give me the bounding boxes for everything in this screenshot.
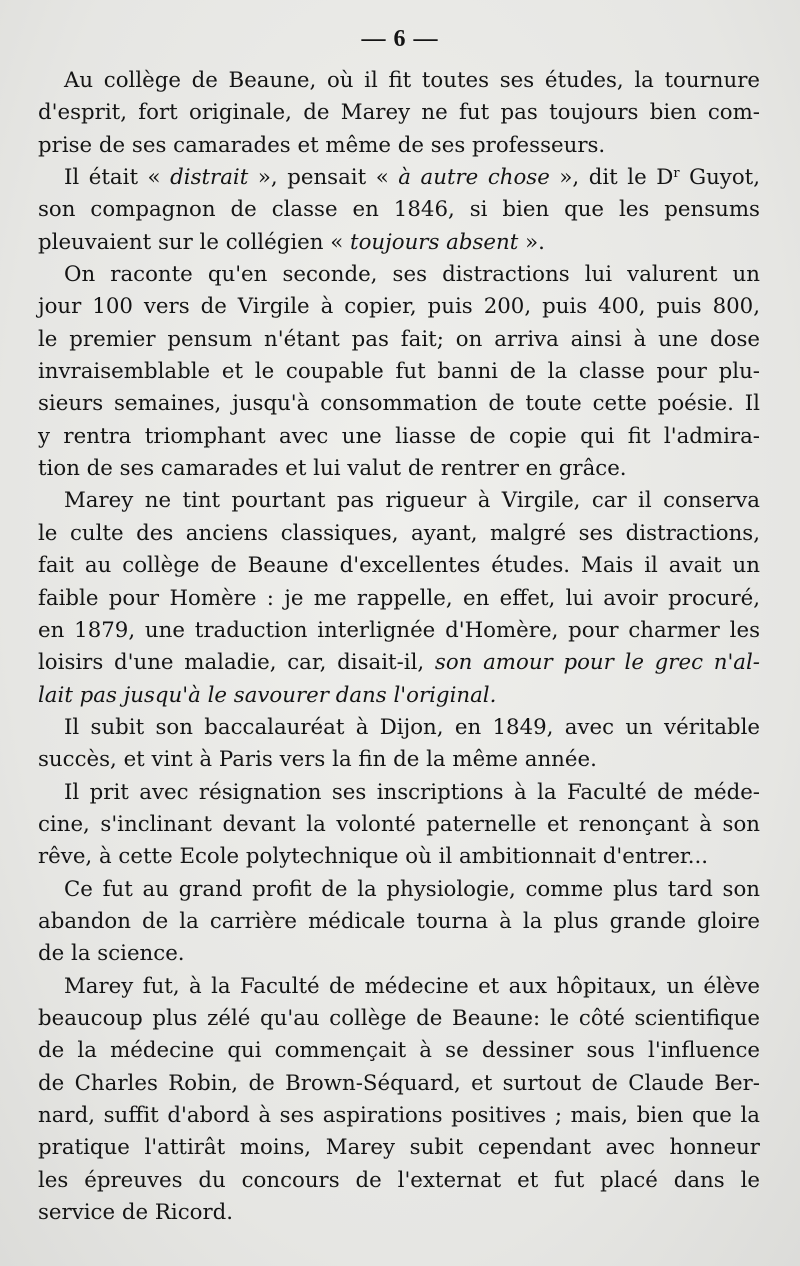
text-line: nard, suffit d'abord à ses aspirations positives ; mais, bien que la (38, 1103, 760, 1128)
text-line: Marey fut, à la Faculté de médecine et aux hôpitaux, un élève (64, 973, 760, 999)
italic-text: à autre chose (398, 165, 550, 191)
paragraph-3 (38, 259, 760, 485)
text-line: beaucoup plus zélé qu'au collège de Beaune: le côté scientifique (38, 1005, 760, 1031)
text-line (38, 227, 760, 259)
text-line: le culte des anciens classiques, ayant, malgré ses distractions, (38, 520, 760, 546)
paragraph-1 (38, 65, 760, 162)
text-fragment: pleuvaient sur le collégien « (38, 229, 351, 255)
paragraph-5 (38, 712, 760, 777)
text-fragment: Il était « (64, 165, 171, 191)
text-line: cine, s'inclinant devant la volonté paternelle et renonçant à son (38, 811, 760, 837)
page-number: — 6 — (361, 26, 439, 52)
text-line: en 1879, une traduction interlignée d'Homère, pour charmer les (38, 617, 760, 643)
text-fragment: Guyot, (679, 165, 760, 191)
superscript: r (673, 166, 680, 182)
text-line: son compagnon de classe en 1846, si bien que les pensums (38, 197, 760, 223)
text-fragment: », dit le D (549, 165, 674, 191)
text-line: rêve, à cette Ecole polytechnique où il ambitionnait d'entrer... (38, 844, 709, 870)
text-line: jour 100 vers de Virgile à copier, puis 200, puis 400, puis 800, (38, 294, 760, 320)
italic-text: lait pas jusqu'à le savourer dans l'original. (38, 682, 497, 708)
text-line: prise de ses camarades et même de ses professeurs. (38, 132, 606, 158)
text-line: de la science. (38, 941, 185, 967)
italic-text: toujours absent (350, 229, 519, 255)
paragraph-6 (38, 777, 760, 874)
body-text (38, 65, 760, 1229)
text-line (38, 647, 760, 679)
text-line: abandon de la carrière médicale tourna à la plus grande gloire (38, 908, 760, 934)
text-line: les épreuves du concours de l'externat et fut placé dans le (38, 1167, 760, 1193)
paragraph-8 (38, 971, 760, 1230)
text-line: Il prit avec résignation ses inscriptions à la Faculté de méde- (64, 779, 760, 805)
paragraph-4 (38, 485, 760, 711)
text-line: tion de ses camarades et lui valut de rentrer en grâce. (38, 456, 627, 482)
text-line: faible pour Homère : je me rappelle, en effet, lui avoir procuré, (38, 585, 760, 611)
text-line: Ce fut au grand profit de la physiologie, comme plus tard son (64, 876, 760, 902)
paragraph-7 (38, 874, 760, 971)
text-line: pratique l'attirât moins, Marey subit cependant avec honneur (38, 1135, 760, 1161)
text-line: fait au collège de Beaune d'excellentes études. Mais il avait un (38, 553, 760, 579)
text-fragment: », pensait « (248, 165, 399, 191)
text-line (38, 162, 760, 194)
text-line: invraisemblable et le coupable fut banni de la classe pour plu- (38, 359, 760, 385)
italic-text: distrait (170, 165, 249, 191)
text-line: succès, et vint à Paris vers la fin de la même année. (38, 747, 597, 773)
text-fragment: ». (518, 229, 545, 255)
text-line (38, 680, 760, 712)
text-line: le premier pensum n'étant pas fait; on arriva ainsi à une dose (38, 326, 760, 352)
text-line: Il subit son baccalauréat à Dijon, en 1849, avec un véritable (64, 714, 760, 740)
text-line: service de Ricord. (38, 1200, 234, 1226)
text-line: y rentra triomphant avec une liasse de copie qui fit l'admira- (38, 423, 760, 449)
paragraph-2 (38, 162, 760, 259)
text-line: sieurs semaines, jusqu'à consommation de toute cette poésie. Il (38, 391, 760, 417)
text-line: d'esprit, fort originale, de Marey ne fut pas toujours bien com- (38, 100, 760, 126)
text-line: Au collège de Beaune, où il fit toutes ses études, la tournure (64, 68, 760, 93)
italic-text: son amour pour le grec n'al- (434, 650, 760, 676)
text-line: de Charles Robin, de Brown-Séquard, et surtout de Claude Ber- (38, 1070, 760, 1096)
text-line: de la médecine qui commençait à se dessiner sous l'influence (38, 1038, 760, 1064)
text-fragment: loisirs d'une maladie, car, disait-il, (38, 650, 435, 676)
text-line: On raconte qu'en seconde, ses distractions lui valurent un (64, 262, 760, 288)
text-line: Marey ne tint pourtant pas rigueur à Virgile, car il conserva (64, 488, 760, 514)
